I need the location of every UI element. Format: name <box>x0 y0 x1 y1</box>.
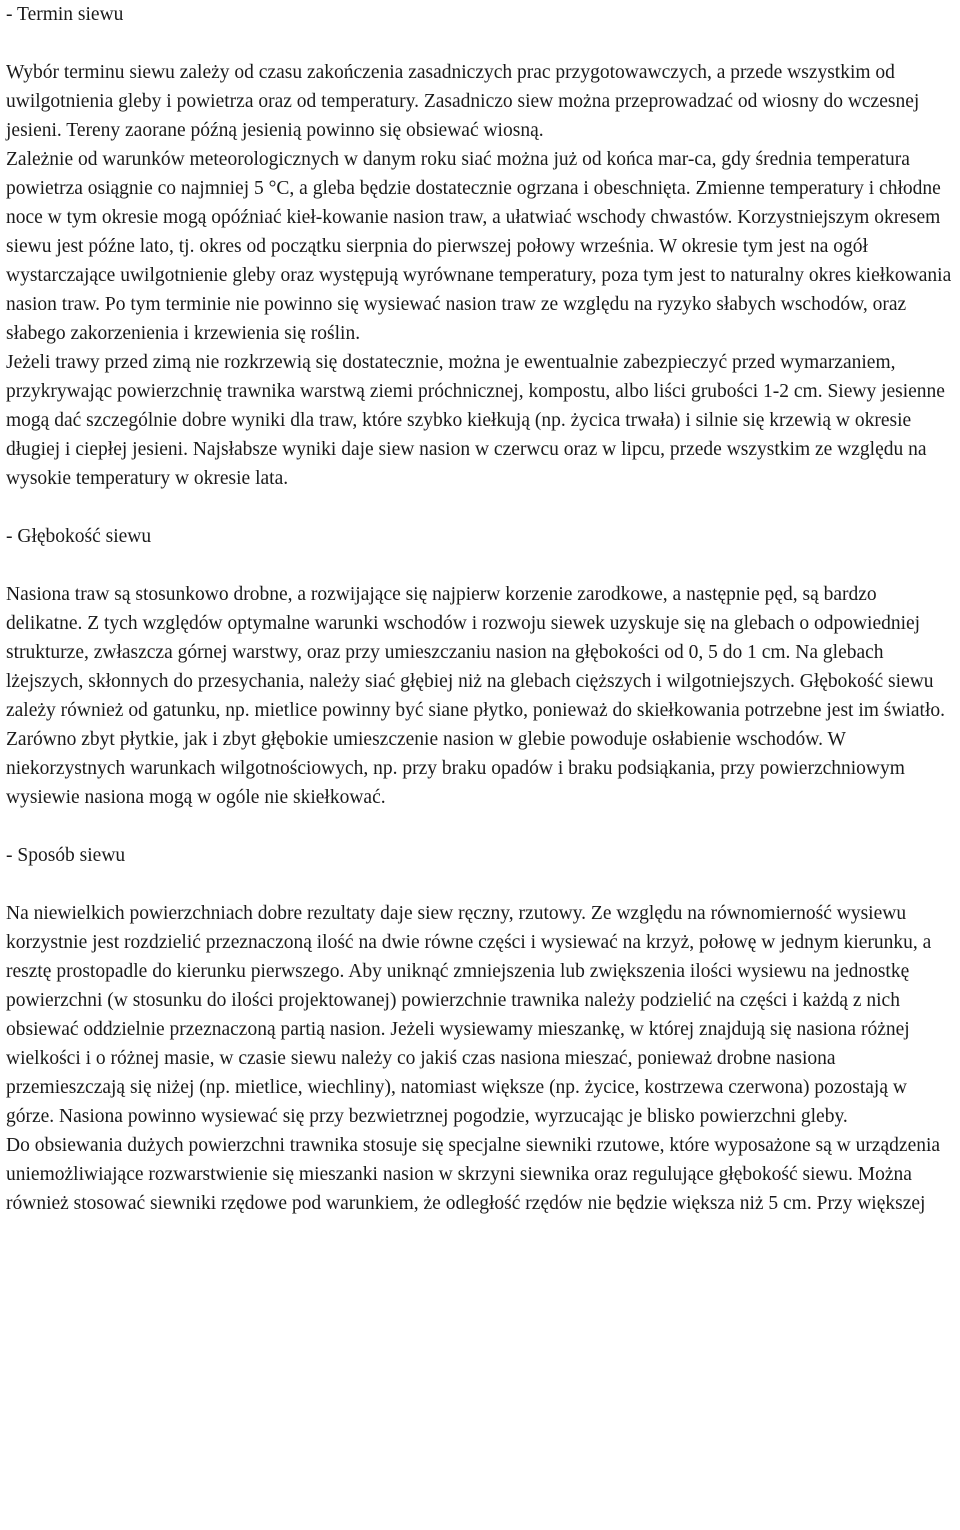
section-heading-termin-siewu: - Termin siewu <box>6 4 124 25</box>
section-heading-glebokosc-siewu: - Głębokość siewu <box>6 526 152 547</box>
spacer <box>6 551 954 580</box>
paragraph-termin-2: Zależnie od warunków meteorologicznych w danym roku siać można już od końca mar-ca, gdy średnia temperatura powietrza osiągnie co najmniej 5 °C, a gleba będzie dostatecznie ogrzana i obeschnięta. Zmienne temperatury i chłodne noce w tym okresie mogą opóźniać kieł-kowanie nasion traw, a ułatwiać wschody chwastów. Korzystniejszym okresem siewu jest późne lato, tj. okres od początku sierpnia do pierwszej połowy września. W okresie tym jest na ogół wystarczające uwilgotnienie gleby oraz występują wyrównane temperatury, poza tym jest to naturalny okres kiełkowania nasion traw. Po tym terminie nie powinno się wysiewać nasion traw ze względu na ryzyko słabych wschodów, oraz słabego zakorzenienia i krzewienia się roślin. <box>6 149 952 344</box>
paragraph-sposob-2: Do obsiewania dużych powierzchni trawnika stosuje się specjalne siewniki rzutowe, które wyposażone są w urządzenia uniemożliwiające rozwarstwienie się mieszanki nasion w skrzyni siewnika oraz regulujące głębokość siewu. Można również stosować siewniki rzędowe pod warunkiem, że odległość rzędów nie będzie większa niż 5 cm. Przy większej <box>6 1135 941 1214</box>
section-heading-sposob-siewu: - Sposób siewu <box>6 845 126 866</box>
spacer <box>6 493 954 522</box>
paragraph-termin-1: Wybór terminu siewu zależy od czasu zakończenia zasadniczych prac przygotowawczych, a przede wszystkim od uwilgotnienia gleby i powietrza oraz od temperatury. Zasadniczo siew można przeprowadzać od wiosny do wczesnej jesieni. Tereny zaorane późną jesienią powinno się obsiewać wiosną. <box>6 62 920 141</box>
document-page <box>6 0 954 1218</box>
paragraph-sposob-1: Na niewielkich powierzchniach dobre rezultaty daje siew ręczny, rzutowy. Ze względu na równomierność wysiewu korzystnie jest rozdzielić przeznaczoną ilość na dwie równe części i wysiewać na krzyż, połowę w jednym kierunku, a resztę prostopadle do kierunku pierwszego. Aby uniknąć zmniejszenia lub zwiększenia ilości wysiewu na jednostkę powierzchni (w stosunku do ilości projektowanej) powierzchnie trawnika należy podzielić na części i każdą z nich obsiewać oddzielnie przeznaczoną partią nasion. Jeżeli wysiewamy mieszankę, w której znajdują się nasiona różnej wielkości i o różnej masie, w czasie siewu należy co jakiś czas nasiona mieszać, ponieważ drobne nasiona przemieszczają się niżej (np. mietlice, wiechliny), natomiast większe (np. życice, kostrzewa czerwona) pozostają w górze. Nasiona powinno wysiewać się przy bezwietrznej pogodzie, wyrzucając je blisko powierzchni gleby. <box>6 903 932 1127</box>
spacer <box>6 29 954 58</box>
spacer <box>6 870 954 899</box>
paragraph-glebokosc-1: Nasiona traw są stosunkowo drobne, a rozwijające się najpierw korzenie zarodkowe, a następnie pęd, są bardzo delikatne. Z tych względów optymalne warunki wschodów i rozwoju siewek uzyskuje się na glebach o odpowiedniej strukturze, zwłaszcza górnej warstwy, oraz przy umieszczaniu nasion na głębokości od 0, 5 do 1 cm. Na glebach lżejszych, skłonnych do przesychania, należy siać głębiej niż na glebach cięższych i wilgotniejszych. Głębokość siewu zależy również od gatunku, np. mietlice powinny być siane płytko, ponieważ do skiełkowania potrzebne jest im światło. Zarówno zbyt płytkie, jak i zbyt głębokie umieszczenie nasion w glebie powoduje osłabienie wschodów. W niekorzystnych warunkach wilgotnościowych, np. przy braku opadów i braku podsiąkania, przy powierzchniowym wysiewie nasiona mogą w ogóle nie skiełkować. <box>6 584 945 808</box>
paragraph-termin-3: Jeżeli trawy przed zimą nie rozkrzewią się dostatecznie, można je ewentualnie zabezpieczyć przed wymarzaniem, przykrywając powierzchnię trawnika warstwą ziemi próchnicznej, kompostu, albo liści grubości 1-2 cm. Siewy jesienne mogą dać szczególnie dobre wyniki dla traw, które szybko kiełkują (np. życica trwała) i silnie się krzewią w okresie długiej i ciepłej jesieni. Najsłabsze wyniki daje siew nasion w czerwcu oraz w lipcu, przede wszystkim ze względu na wysokie temperatury w okresie lata. <box>6 352 945 489</box>
spacer <box>6 812 954 841</box>
